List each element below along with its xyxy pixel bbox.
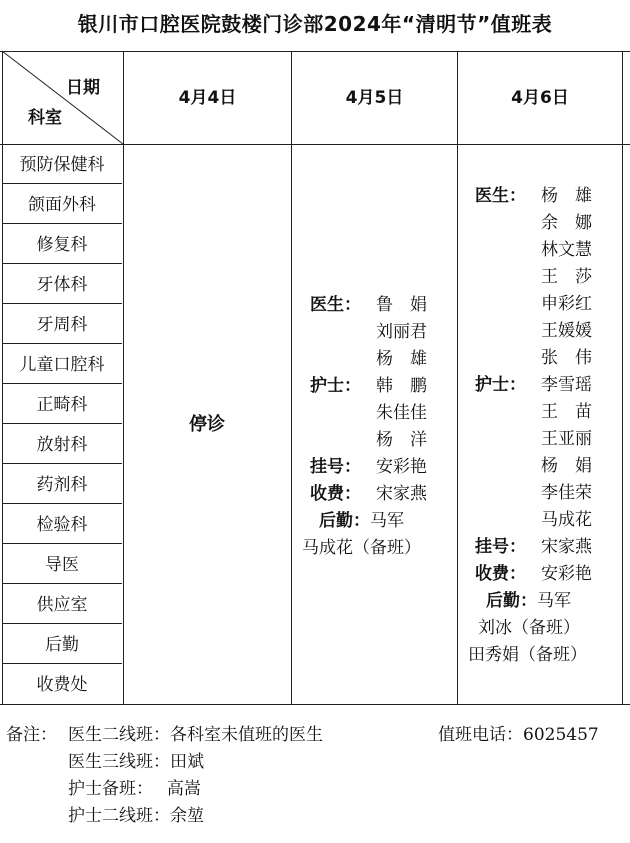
corner-date-label: 日期: [66, 78, 100, 98]
notes-line: 医生二线班：各科室未值班的医生: [68, 725, 323, 745]
doctor-name: 杨 雄: [541, 186, 592, 206]
notes-line: 医生三线班：田斌: [68, 752, 204, 772]
department-cell: 预防保健科: [2, 145, 122, 184]
date-header-1: 4月4日: [178, 88, 237, 108]
nurse-name: 杨 洋: [376, 430, 427, 450]
cashier-name: 宋家燕: [376, 484, 427, 504]
department-cell: 儿童口腔科: [2, 345, 122, 384]
doctor-name: 王媛媛: [541, 321, 592, 341]
nurse-name: 朱佳佳: [376, 403, 427, 423]
department-cell: 收费处: [36, 675, 88, 695]
nurse-name: 韩 鹏: [376, 376, 427, 396]
registration-label: 挂号：: [310, 457, 361, 477]
department-cell: 检验科: [2, 505, 122, 544]
nurse-name: 马成花: [541, 510, 592, 530]
department-cell: 放射科: [2, 425, 122, 464]
notes-line: 护士二线班：余堃: [68, 806, 204, 826]
logistics-label: 后勤：: [486, 591, 537, 611]
logistics-label: 后勤：: [319, 511, 370, 531]
nurse-name: 李佳荣: [541, 483, 592, 503]
cashier-name: 安彩艳: [541, 564, 592, 584]
department-cell: 牙体科: [2, 265, 122, 304]
doctor-name: 鲁 娟: [376, 295, 427, 315]
registration-label: 挂号：: [475, 537, 526, 557]
nurse-name: 王 苗: [541, 402, 592, 422]
doctor-name: 林文慧: [541, 240, 592, 260]
department-cell: 颌面外科: [2, 185, 122, 224]
department-cell: 牙周科: [2, 305, 122, 344]
doctor-name: 张 伟: [541, 348, 592, 368]
department-cell: 导医: [2, 545, 122, 584]
cashier-label: 收费：: [310, 484, 361, 504]
doctor-name: 余 娜: [541, 213, 592, 233]
backup-name: 刘冰（备班）: [478, 618, 580, 638]
cashier-label: 收费：: [475, 564, 526, 584]
date-header-2: 4月5日: [345, 88, 404, 108]
logistics-name: 马军: [537, 591, 571, 611]
department-cell: 修复科: [2, 225, 122, 264]
notes-line: 护士备班： 高嵩: [68, 779, 201, 799]
doctor-name: 申彩红: [541, 294, 592, 314]
nurse-label: 护士：: [310, 376, 361, 396]
duty-phone: 值班电话：6025457: [438, 725, 599, 745]
nurse-name: 李雪瑶: [541, 375, 592, 395]
doctor-name: 刘丽君: [376, 322, 427, 342]
department-cell: 供应室: [2, 585, 122, 624]
closed-status: 停诊: [189, 414, 225, 435]
nurse-name: 杨 娟: [541, 456, 592, 476]
date-header-3: 4月6日: [511, 88, 569, 108]
nurse-label: 护士：: [475, 375, 526, 395]
department-cell: 药剂科: [2, 465, 122, 504]
registration-name: 安彩艳: [376, 457, 427, 477]
department-cell: 后勤: [2, 625, 122, 664]
doctor-name: 杨 雄: [376, 349, 427, 369]
backup-name: 马成花（备班）: [302, 538, 421, 558]
department-cell: 正畸科: [2, 385, 122, 424]
corner-dept-label: 科室: [28, 108, 62, 128]
backup-name: 田秀娟（备班）: [468, 645, 587, 665]
doctor-label: 医生：: [310, 295, 361, 315]
doctor-label: 医生：: [475, 186, 526, 206]
nurse-name: 王亚丽: [541, 429, 592, 449]
notes-prefix: 备注：: [6, 725, 57, 745]
page-title: 银川市口腔医院鼓楼门诊部2024年“清明节”值班表: [77, 12, 553, 36]
doctor-name: 王 莎: [541, 267, 592, 287]
logistics-name: 马军: [370, 511, 404, 531]
registration-name: 宋家燕: [541, 537, 592, 557]
